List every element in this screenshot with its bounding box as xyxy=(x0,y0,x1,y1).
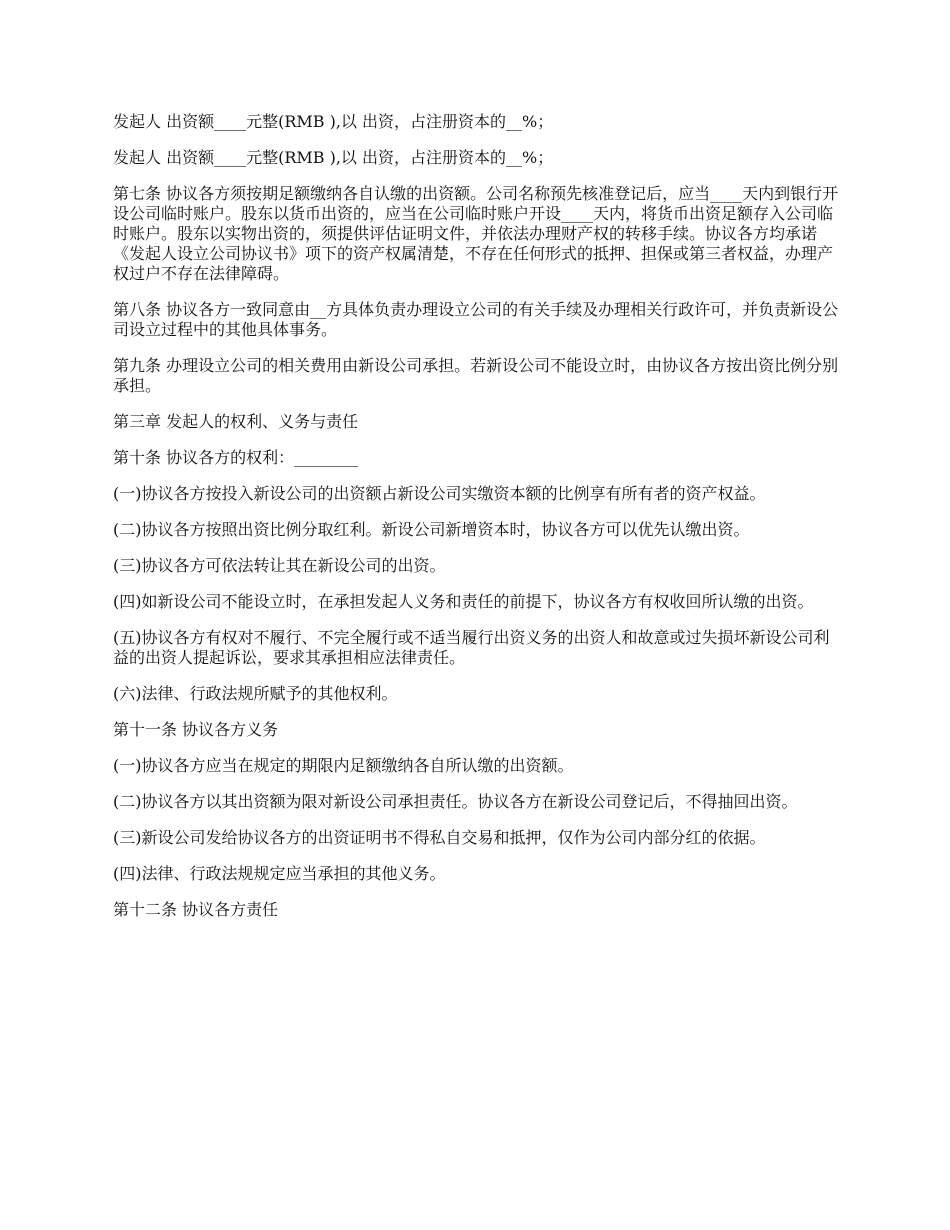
paragraph-article-7: 第七条 协议各方须按期足额缴纳各自认缴的出资额。公司名称预先核准登记后，应当____天内到银行开设公司临时账户。股东以货币出资的，应当在公司临时账户开设____天内，将货币出资足额存入公司临时账户。股东以实物出资的，须提供评估证明文件，并依法办理财产权的转移手续。协议各方均承诺《发起人设立公司协议书》项下的资产权属清楚，不存在任何形式的抵押、担保或第三者权益，办理产权过户不存在法律障碍。 xyxy=(113,184,839,283)
obligations-item-1: (一)协议各方应当在规定的期限内足额缴纳各自所认缴的出资额。 xyxy=(113,756,574,775)
obligations-item-2: (二)协议各方以其出资额为限对新设公司承担责任。协议各方在新设公司登记后，不得抽回出资。 xyxy=(113,792,798,811)
paragraph-founder-contribution-1: 发起人 出资额____元整(RMB ),以 出资，占注册资本的__%； xyxy=(113,112,554,131)
paragraph-article-8: 第八条 协议各方一致同意由__方具体负责办理设立公司的有关手续及办理相关行政许可，并负责新设公司设立过程中的其他具体事务。 xyxy=(113,300,839,339)
rights-item-4: (四)如新设公司不能设立时，在承担发起人义务和责任的前提下，协议各方有权收回所认缴的出资。 xyxy=(113,592,814,611)
obligations-item-4: (四)法律、行政法规规定应当承担的其他义务。 xyxy=(113,864,446,883)
rights-item-6: (六)法律、行政法规所赋予的其他权利。 xyxy=(113,684,398,703)
paragraph-article-12: 第十二条 协议各方责任 xyxy=(113,900,279,919)
rights-item-3: (三)协议各方可依法转让其在新设公司的出资。 xyxy=(113,556,446,575)
paragraph-article-10: 第十条 协议各方的权利：________ xyxy=(113,448,359,467)
document-page xyxy=(113,112,841,936)
paragraph-article-9: 第九条 办理设立公司的相关费用由新设公司承担。若新设公司不能设立时，由协议各方按出资比例分别承担。 xyxy=(113,356,839,395)
rights-item-2: (二)协议各方按照出资比例分取红利。新设公司新增资本时，协议各方可以优先认缴出资。 xyxy=(113,520,750,539)
rights-item-5: (五)协议各方有权对不履行、不完全履行或不适当履行出资义务的出资人和故意或过失损坏新设公司利益的出资人提起诉讼，要求其承担相应法律责任。 xyxy=(113,628,830,667)
obligations-item-3: (三)新设公司发给协议各方的出资证明书不得私自交易和抵押，仅作为公司内部分红的依据。 xyxy=(113,828,766,847)
rights-item-1: (一)协议各方按投入新设公司的出资额占新设公司实缴资本额的比例享有所有者的资产权益。 xyxy=(113,484,766,503)
chapter-3-heading: 第三章 发起人的权利、义务与责任 xyxy=(113,412,359,431)
paragraph-article-11: 第十一条 协议各方义务 xyxy=(113,720,279,739)
paragraph-founder-contribution-2: 发起人 出资额____元整(RMB ),以 出资，占注册资本的__%； xyxy=(113,148,554,167)
